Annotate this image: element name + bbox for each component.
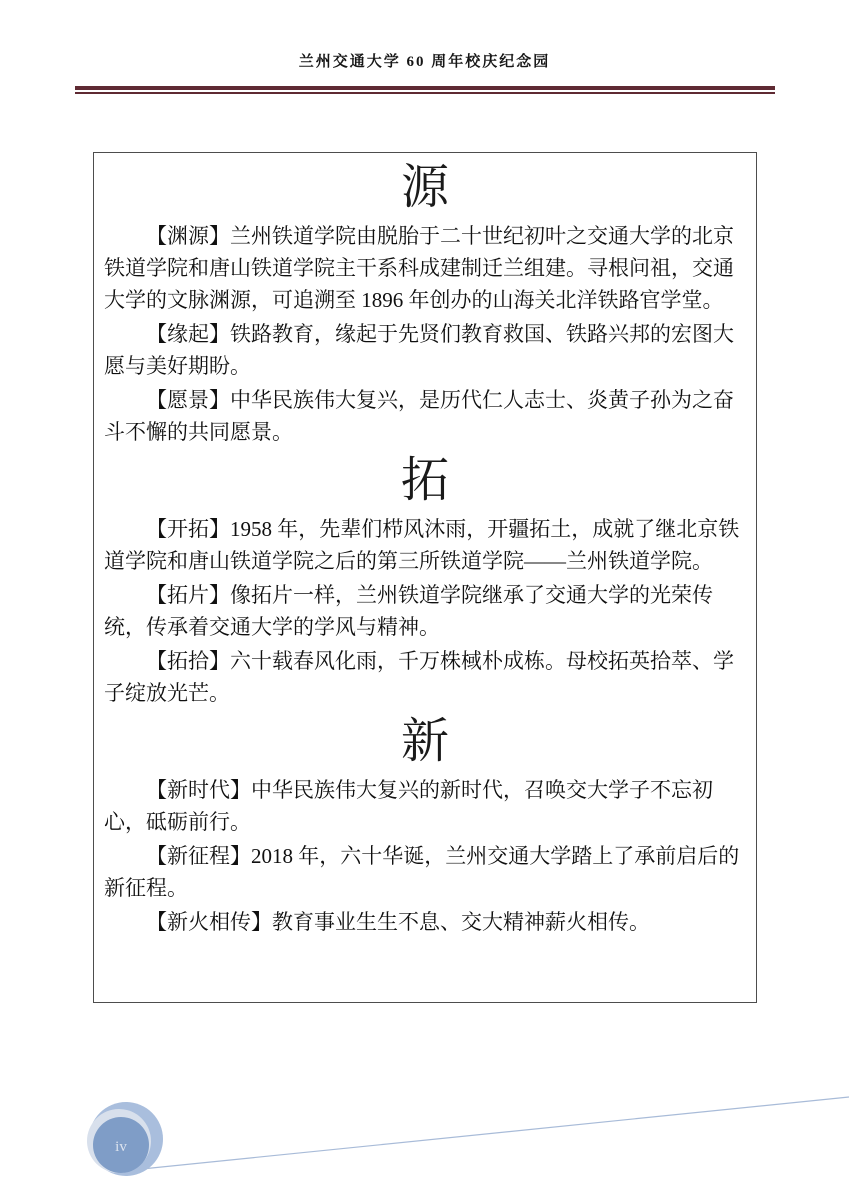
paragraph-xinhuoxiangchuan: 【新火相传】教育事业生生不息、交大精神薪火相传。: [146, 910, 650, 934]
paragraph-xinshidai: 【新时代】中华民族伟大复兴的新时代，召唤交大学子不忘初心，砥砺前行。: [104, 778, 713, 834]
header-title: 兰州交通大学 60 周年校庆纪念园: [298, 54, 551, 70]
content-box: [93, 152, 757, 1003]
footer-decoration: [0, 1080, 849, 1200]
paragraph-yuanjing: 【愿景】中华民族伟大复兴，是历代仁人志士、炎黄子孙为之奋斗不懈的共同愿景。: [104, 388, 734, 444]
header-rule-thin-line: [75, 92, 775, 94]
paragraph-xinzhengcheng: 【新征程】2018 年，六十华诞，兰州交通大学踏上了承前启后的新征程。: [104, 844, 740, 900]
page-header: [0, 50, 849, 71]
paragraph-yuanqi: 【缘起】铁路教育，缘起于先贤们教育救国、铁路兴邦的宏图大愿与美好期盼。: [104, 322, 734, 378]
paragraph-yuanyuan: 【渊源】兰州铁道学院由脱胎于二十世纪初叶之交通大学的北京铁道学院和唐山铁道学院主干系科成建制迁兰组建。寻根问祖，交通大学的文脉渊源，可追溯至 1896 年创办的山海关北洋铁路官学堂。: [104, 224, 734, 312]
paragraph-tuopian: 【拓片】像拓片一样，兰州铁道学院继承了交通大学的光荣传统，传承着交通大学的学风与精神。: [104, 583, 713, 639]
section-mark-tuo: 拓: [400, 454, 449, 507]
paragraph-tuoshi: 【拓拾】六十载春风化雨，千万株棫朴成栋。母校拓英拾萃、学子绽放光芒。: [104, 649, 734, 705]
section-mark-yuan: 源: [400, 161, 449, 214]
header-rule: [75, 86, 775, 94]
paragraph-kaituo: 【开拓】1958 年，先辈们栉风沐雨，开疆拓土，成就了继北京铁道学院和唐山铁道学院之后的第三所铁道学院——兰州铁道学院。: [104, 517, 740, 573]
section-mark-xin: 新: [400, 715, 449, 768]
page-number: iv: [115, 1139, 127, 1155]
footer-diagonal-line: [132, 1097, 849, 1170]
